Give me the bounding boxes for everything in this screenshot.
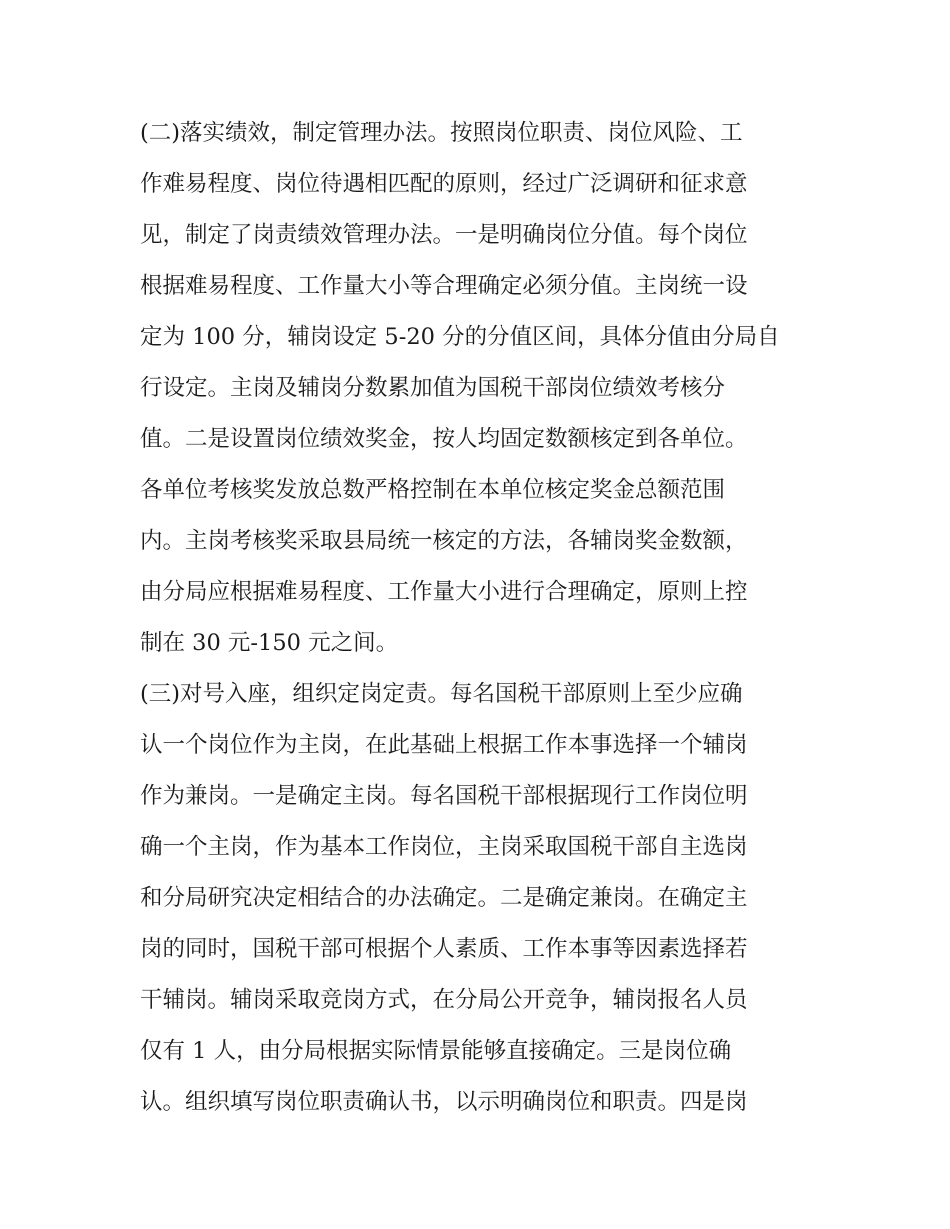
text-line: 制在 30 元-150 元之间。 xyxy=(140,630,399,656)
text-line: 认。组织填写岗位职责确认书，以示明确岗位和职责。四是岗 xyxy=(140,1089,748,1115)
text-line: 根据难易程度、工作量大小等合理确定必须分值。主岗统一设 xyxy=(140,273,748,299)
text-line: 作为兼岗。一是确定主岗。每名国税干部根据现行工作岗位明 xyxy=(140,783,748,809)
text-line: 值。二是设置岗位绩效奖金，按人均固定数额核定到各单位。 xyxy=(140,426,748,452)
body-text xyxy=(140,108,820,1128)
text-line: 仅有 1 人，由分局根据实际情景能够直接确定。三是岗位确 xyxy=(140,1038,732,1064)
text-line: 内。主岗考核奖采取县局统一核定的方法，各辅岗奖金数额， xyxy=(140,528,748,554)
text-line: (二)落实绩效，制定管理办法。按照岗位职责、岗位风险、工 xyxy=(140,120,743,146)
text-line: 岗的同时，国税干部可根据个人素质、工作本事等因素选择若 xyxy=(140,936,748,962)
text-line: 见，制定了岗责绩效管理办法。一是明确岗位分值。每个岗位 xyxy=(140,222,748,248)
text-line: 和分局研究决定相结合的办法确定。二是确定兼岗。在确定主 xyxy=(140,885,748,911)
text-line: 行设定。主岗及辅岗分数累加值为国税干部岗位绩效考核分 xyxy=(140,375,726,401)
text-line: 作难易程度、岗位待遇相匹配的原则，经过广泛调研和征求意 xyxy=(140,171,748,197)
text-line: (三)对号入座，组织定岗定责。每名国税干部原则上至少应确 xyxy=(140,681,743,707)
text-line: 定为 100 分，辅岗设定 5-20 分的分值区间，具体分值由分局自 xyxy=(140,324,780,350)
text-line: 由分局应根据难易程度、工作量大小进行合理确定，原则上控 xyxy=(140,579,748,605)
text-line: 确一个主岗，作为基本工作岗位，主岗采取国税干部自主选岗 xyxy=(140,834,748,860)
text-line: 干辅岗。辅岗采取竞岗方式，在分局公开竞争，辅岗报名人员 xyxy=(140,987,748,1013)
text-line: 认一个岗位作为主岗，在此基础上根据工作本事选择一个辅岗 xyxy=(140,732,748,758)
text-line: 各单位考核奖发放总数严格控制在本单位核定奖金总额范围 xyxy=(140,477,726,503)
